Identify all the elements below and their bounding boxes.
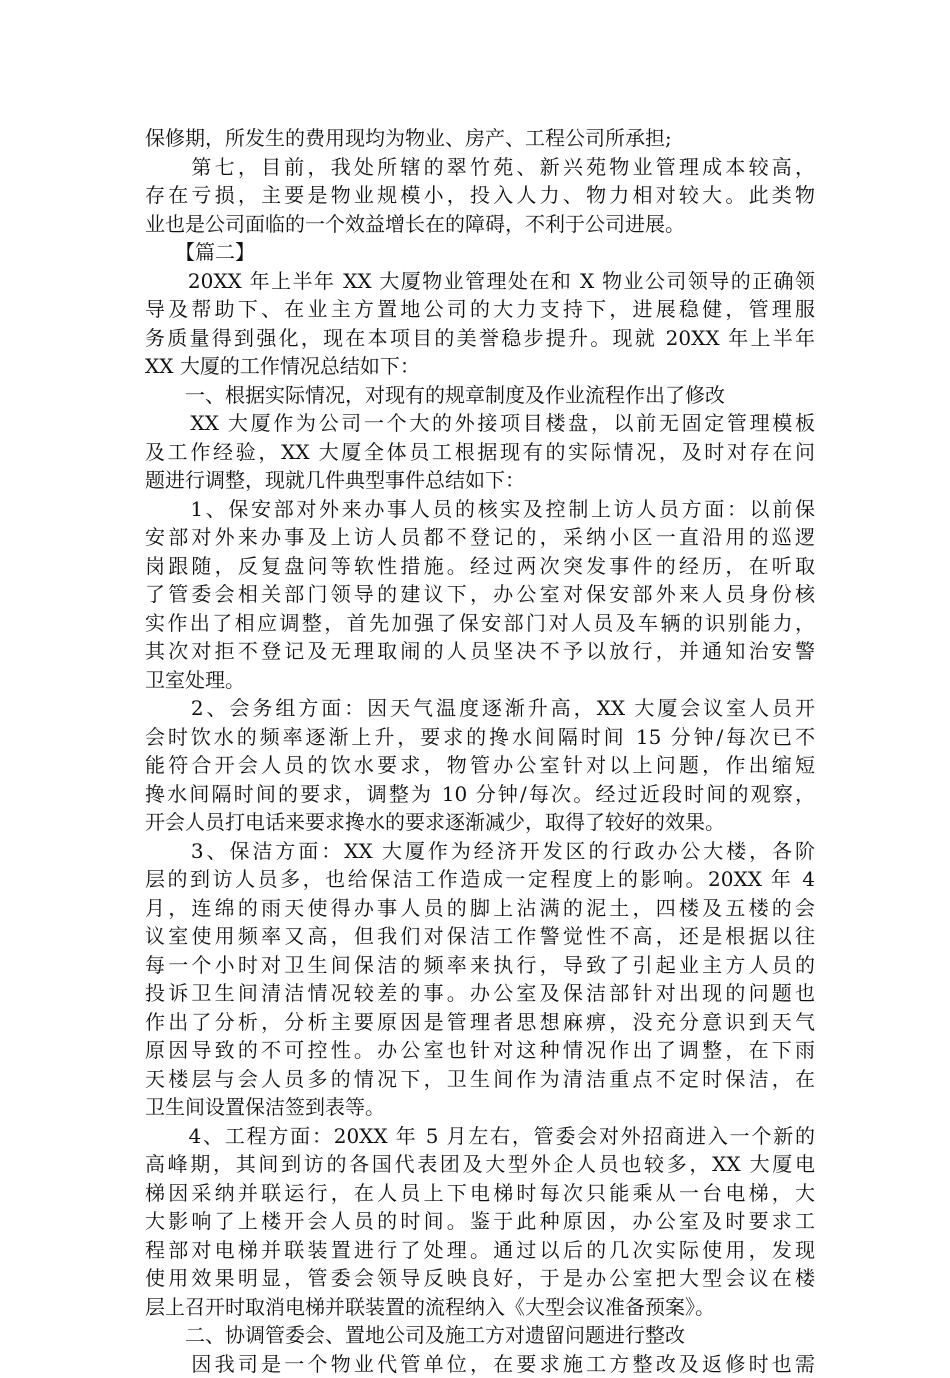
document-body [145,124,815,1378]
text-line: 题进行调整，现就几件典型事件总结如下： [145,466,815,495]
text-line: 了管委会相关部门领导的建议下，办公室对保安部外来人员身份核 [145,580,815,609]
text-line: 能符合开会人员的饮水要求，物管办公室针对以上问题，作出缩短 [145,751,815,780]
text-line: 高峰期，其间到访的各国代表团及大型外企人员也较多，XX 大厦电 [145,1150,815,1179]
text-line: 2、会务组方面：因天气温度逐渐升高，XX 大厦会议室人员开 [145,694,815,723]
text-line: 一、根据实际情况，对现有的规章制度及作业流程作出了修改 [145,381,815,410]
text-line: 大影响了上楼开会人员的时间。鉴于此种原因，办公室及时要求工 [145,1207,815,1236]
text-line: 安部对外来办事及上访人员都不登记的，采纳小区一直沿用的巡逻 [145,523,815,552]
text-line: 投诉卫生间清洁情况较差的事。办公室及保洁部针对出现的问题也 [145,979,815,1008]
text-line: 第七，目前，我处所辖的翠竹苑、新兴苑物业管理成本较高， [145,153,815,182]
text-line: 1、保安部对外来办事人员的核实及控制上访人员方面：以前保 [145,495,815,524]
text-line: 程部对电梯并联装置进行了处理。通过以后的几次实际使用，发现 [145,1236,815,1265]
text-line: 每一个小时对卫生间保洁的频率来执行，导致了引起业主方人员的 [145,951,815,980]
text-line: 保修期，所发生的费用现均为物业、房产、工程公司所承担; [145,124,815,153]
text-line: 及工作经验，XX 大厦全体员工根据现有的实际情况，及时对存在问 [145,438,815,467]
text-line: 实作出了相应调整，首先加强了保安部门对人员及车辆的识别能力， [145,609,815,638]
text-line: XX 大厦作为公司一个大的外接项目楼盘，以前无固定管理模板 [145,409,815,438]
text-line: 层的到访人员多，也给保洁工作造成一定程度上的影响。20XX 年 4 [145,865,815,894]
text-line: 【篇二】 [145,238,815,267]
text-line: 20XX 年上半年 XX 大厦物业管理处在和 X 物业公司领导的正确领 [145,267,815,296]
text-line: 二、协调管委会、置地公司及施工方对遗留问题进行整改 [145,1321,815,1350]
text-line: 作出了分析，分析主要原因是管理者思想麻痹，没充分意识到天气 [145,1008,815,1037]
text-line: 使用效果明显，管委会领导反映良好，于是办公室把大型会议在楼 [145,1264,815,1293]
text-line: 因我司是一个物业代管单位，在要求施工方整改及返修时也需 [145,1350,815,1378]
text-line: 4、工程方面：20XX 年 5 月左右，管委会对外招商进入一个新的 [145,1122,815,1151]
text-line: 原因导致的不可控性。办公室也针对这种情况作出了调整，在下雨 [145,1036,815,1065]
text-line: 搀水间隔时间的要求，调整为 10 分钟/每次。经过近段时间的观察， [145,780,815,809]
text-line: 3、保洁方面：XX 大厦作为经济开发区的行政办公大楼，各阶 [145,837,815,866]
text-line: 岗跟随，反复盘问等软性措施。经过两次突发事件的经历，在听取 [145,552,815,581]
text-line: 月，连绵的雨天使得办事人员的脚上沾满的泥土，四楼及五楼的会 [145,894,815,923]
text-line: 其次对拒不登记及无理取闹的人员坚决不予以放行，并通知治安警 [145,637,815,666]
text-line: 会时饮水的频率逐渐上升，要求的搀水间隔时间 15 分钟/每次已不 [145,723,815,752]
text-line: 开会人员打电话来要求搀水的要求逐渐减少，取得了较好的效果。 [145,808,815,837]
text-line: 梯因采纳并联运行，在人员上下电梯时每次只能乘从一台电梯，大 [145,1179,815,1208]
text-line: XX 大厦的工作情况总结如下： [145,352,815,381]
text-line: 务质量得到强化，现在本项目的美誉稳步提升。现就 20XX 年上半年 [145,324,815,353]
text-line: 天楼层与会人员多的情况下，卫生间作为清洁重点不定时保洁，在 [145,1065,815,1094]
text-line: 议室使用频率又高，但我们对保洁工作警觉性不高，还是根据以往 [145,922,815,951]
text-line: 业也是公司面临的一个效益增长在的障碍，不利于公司进展。 [145,210,815,239]
text-line: 层上召开时取消电梯并联装置的流程纳入《大型会议准备预案》。 [145,1293,815,1322]
text-line: 卫生间设置保洁签到表等。 [145,1093,815,1122]
text-line: 导及帮助下、在业主方置地公司的大力支持下，进展稳健，管理服 [145,295,815,324]
text-line: 卫室处理。 [145,666,815,695]
text-line: 存在亏损，主要是物业规模小，投入人力、物力相对较大。此类物 [145,181,815,210]
